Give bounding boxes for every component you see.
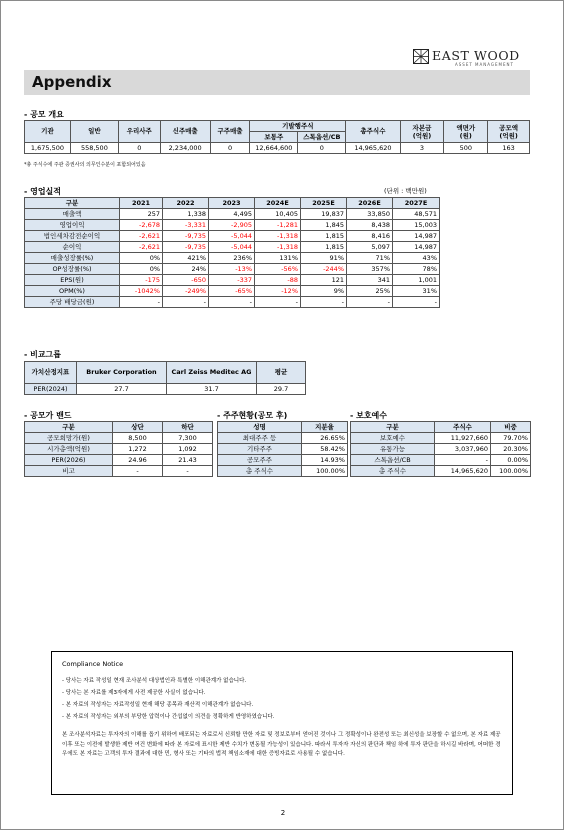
protection-row-label: 유통가능	[351, 444, 435, 455]
performance-cell: -244%	[301, 264, 347, 275]
holders-cell: 14.93%	[302, 455, 348, 466]
peers-average-value: 29.7	[257, 384, 306, 395]
performance-header-cell: 2021	[120, 198, 163, 209]
performance-unit: (단위 : 백만원)	[384, 187, 427, 195]
performance-cell: -2,621	[120, 231, 163, 242]
holders-row-label: 최대주주 등	[218, 433, 302, 444]
band-cell: 21.43	[163, 455, 213, 466]
offering-value: 3	[400, 143, 444, 154]
performance-header-cell: 2026E	[347, 198, 393, 209]
peers-header-bruker: Bruker Corporation	[77, 362, 167, 384]
protection-header-cell: 비중	[491, 422, 531, 433]
table-row	[25, 297, 440, 308]
peers-section-title: - 비교그룹	[24, 350, 62, 359]
band-section-title: - 공모가 밴드	[24, 411, 72, 420]
performance-row-label: 법인세차감전순이익	[25, 231, 120, 242]
band-row-label: 공모희망가(원)	[25, 433, 113, 444]
performance-cell: -9,735	[163, 242, 209, 253]
performance-cell: -	[163, 297, 209, 308]
protection-cell: 11,927,660	[435, 433, 491, 444]
performance-cell: 1,845	[301, 220, 347, 231]
compliance-item: - 당사는 자료 작성일 현재 조사분석 대상법인과 특별한 이해관계가 없습니다.	[62, 678, 247, 684]
offering-header-total-shares: 총주식수	[346, 121, 400, 143]
performance-cell: 14,987	[393, 242, 440, 253]
offering-section-title: - 공모 개요	[24, 110, 64, 119]
peers-table	[24, 361, 306, 395]
performance-cell: -249%	[163, 286, 209, 297]
performance-cell: 33,850	[347, 209, 393, 220]
compliance-item: - 당사는 본 자료를 제3자에게 사전 제공한 사실이 없습니다.	[62, 690, 206, 696]
offering-note: *총 주식수에 주관 증권사의 의무인수분이 포함되어있음	[24, 162, 146, 168]
band-cell: 7,300	[163, 433, 213, 444]
performance-cell: -13%	[209, 264, 255, 275]
holders-row-label: 기타주주	[218, 444, 302, 455]
performance-cell: -5,044	[209, 231, 255, 242]
table-row	[218, 444, 348, 455]
performance-cell: 48,571	[393, 209, 440, 220]
table-row	[218, 433, 348, 444]
protection-cell: 79.70%	[491, 433, 531, 444]
performance-cell: -337	[209, 275, 255, 286]
band-row-label: 비고	[25, 466, 113, 477]
appendix-title-bar	[24, 70, 530, 95]
offering-value: 0	[210, 143, 250, 154]
peers-header-metric: 가치산정지표	[25, 362, 77, 384]
band-cell: -	[113, 466, 163, 477]
compliance-notice	[51, 651, 513, 795]
holders-row-label: 총 주식수	[218, 466, 302, 477]
offering-table	[24, 120, 530, 154]
performance-cell: 10,405	[255, 209, 301, 220]
offering-header-esop: 우리사주	[118, 121, 160, 143]
page-title: Appendix	[32, 73, 112, 91]
lockup-table	[350, 421, 531, 477]
performance-cell: -	[347, 297, 393, 308]
protection-header-cell: 구분	[351, 422, 435, 433]
performance-row-label: 주당 배당금(원)	[25, 297, 120, 308]
compliance-item: - 본 자료의 작성자는 자료작성일 현재 해당 종목과 재산적 이해관계가 없습니다.	[62, 702, 254, 708]
table-row	[25, 209, 440, 220]
holders-header-cell: 지분율	[302, 422, 348, 433]
protection-section-title: - 보호예수	[350, 411, 388, 420]
performance-header-cell: 2022	[163, 198, 209, 209]
performance-cell: -	[393, 297, 440, 308]
protection-cell: 100.00%	[491, 466, 531, 477]
holders-cell: 100.00%	[302, 466, 348, 477]
offering-header-institution: 기관	[25, 121, 71, 143]
holders-cell: 58.42%	[302, 444, 348, 455]
page-number: 2	[280, 809, 286, 817]
holders-header-row	[218, 422, 348, 433]
performance-cell: -2,905	[209, 220, 255, 231]
performance-header-cell: 구분	[25, 198, 120, 209]
offering-header-common: 보통주	[250, 132, 298, 143]
performance-cell: -1,318	[255, 231, 301, 242]
performance-cell: -65%	[209, 286, 255, 297]
performance-cell: 15,003	[393, 220, 440, 231]
table-row	[351, 433, 531, 444]
performance-cell: 43%	[393, 253, 440, 264]
performance-row-label: 매출액	[25, 209, 120, 220]
performance-cell: 1,815	[301, 242, 347, 253]
offering-value: 0	[118, 143, 160, 154]
table-row	[25, 444, 213, 455]
performance-header-cell: 2025E	[301, 198, 347, 209]
performance-row-label: OPM(%)	[25, 286, 120, 297]
performance-cell: 24%	[163, 264, 209, 275]
protection-row-label: 스톡옵션/CB	[351, 455, 435, 466]
band-cell: 1,272	[113, 444, 163, 455]
performance-cell: -2,621	[120, 242, 163, 253]
performance-cell: 236%	[209, 253, 255, 264]
table-row	[25, 231, 440, 242]
performance-cell: -175	[120, 275, 163, 286]
performance-row-label: 순이익	[25, 242, 120, 253]
protection-row-label: 총 주식수	[351, 466, 435, 477]
peers-bruker-value: 27.7	[77, 384, 167, 395]
logo-subtext: ASSET MANAGEMENT	[455, 62, 514, 67]
table-row	[25, 466, 213, 477]
performance-cell: -3,331	[163, 220, 209, 231]
table-row	[218, 455, 348, 466]
offering-value: 1,675,500	[25, 143, 71, 154]
offering-value: 14,965,620	[346, 143, 400, 154]
performance-row-label: 영업이익	[25, 220, 120, 231]
performance-cell: 25%	[347, 286, 393, 297]
performance-cell: 131%	[255, 253, 301, 264]
performance-cell: 0%	[120, 264, 163, 275]
performance-section-title: - 영업실적	[24, 187, 62, 196]
performance-header-cell: 2024E	[255, 198, 301, 209]
offering-header-new-shares: 신주매출	[160, 121, 210, 143]
performance-row-label: EPS(원)	[25, 275, 120, 286]
table-row	[25, 286, 440, 297]
offering-value: 558,500	[70, 143, 118, 154]
table-row	[25, 455, 213, 466]
performance-cell: -	[301, 297, 347, 308]
offering-header-option-cb: 스톡옵션/CB	[298, 132, 346, 143]
performance-row-label: 매출성장률(%)	[25, 253, 120, 264]
performance-cell: -5,044	[209, 242, 255, 253]
protection-cell: 3,037,960	[435, 444, 491, 455]
performance-table	[24, 197, 440, 308]
performance-cell: -	[120, 297, 163, 308]
band-header-cell: 상단	[113, 422, 163, 433]
peers-header-zeiss: Carl Zeiss Meditec AG	[167, 362, 257, 384]
protection-cell: 0.00%	[491, 455, 531, 466]
table-row	[218, 466, 348, 477]
performance-cell: -1,281	[255, 220, 301, 231]
performance-cell: 1,338	[163, 209, 209, 220]
performance-cell: 8,438	[347, 220, 393, 231]
performance-cell: -	[255, 297, 301, 308]
company-logo	[413, 48, 531, 68]
table-row	[25, 433, 213, 444]
performance-cell: 121	[301, 275, 347, 286]
band-row-label: PER(2026)	[25, 455, 113, 466]
offering-header-par: 액면가 (원)	[444, 121, 488, 143]
performance-cell: 19,837	[301, 209, 347, 220]
price-band-table	[24, 421, 213, 477]
performance-cell: 257	[120, 209, 163, 220]
protection-cell: -	[435, 455, 491, 466]
band-row-label: 시가총액(억원)	[25, 444, 113, 455]
performance-cell: 5,097	[347, 242, 393, 253]
protection-cell: 14,965,620	[435, 466, 491, 477]
table-row	[25, 242, 440, 253]
table-row	[351, 466, 531, 477]
compliance-title: Compliance Notice	[62, 660, 124, 668]
holders-section-title: - 주주현황(공모 후)	[217, 411, 288, 420]
performance-cell: 357%	[347, 264, 393, 275]
offering-value: 0	[298, 143, 346, 154]
peers-zeiss-value: 31.7	[167, 384, 257, 395]
performance-cell: 31%	[393, 286, 440, 297]
table-row	[351, 444, 531, 455]
offering-value: 12,664,600	[250, 143, 298, 154]
offering-header-old-shares: 구주매출	[210, 121, 250, 143]
offering-value: 2,234,000	[160, 143, 210, 154]
holders-row-label: 공모주주	[218, 455, 302, 466]
performance-cell: -650	[163, 275, 209, 286]
performance-header-cell: 2027E	[393, 198, 440, 209]
offering-header-amount: 공모액 (억원)	[488, 121, 530, 143]
performance-cell: -88	[255, 275, 301, 286]
performance-row-label: OP성장률(%)	[25, 264, 120, 275]
peers-header-average: 평균	[257, 362, 306, 384]
protection-cell: 20.30%	[491, 444, 531, 455]
table-row	[25, 275, 440, 286]
performance-cell: 9%	[301, 286, 347, 297]
band-cell: -	[163, 466, 213, 477]
band-header-cell: 구분	[25, 422, 113, 433]
logo-text: EAST WOOD	[432, 48, 520, 63]
performance-header-cell: 2023	[209, 198, 255, 209]
band-cell: 24.96	[113, 455, 163, 466]
offering-value: 500	[444, 143, 488, 154]
table-row	[25, 384, 306, 395]
performance-cell: 71%	[347, 253, 393, 264]
performance-cell: -12%	[255, 286, 301, 297]
performance-cell: 1,815	[301, 231, 347, 242]
performance-cell: 4,495	[209, 209, 255, 220]
band-cell: 8,500	[113, 433, 163, 444]
band-cell: 1,092	[163, 444, 213, 455]
compliance-disclaimer: 본 조사분석자료는 투자자의 이해를 돕기 위하여 배포되는 자료로서 신뢰할 만한 자료 및 정보로부터 얻어진 것이나 그 정확성이나 완전성 또는 최신성을 보장할 수 없으며, 본 자료 제공 이후 또는 이전에 발생한 제반 여건 변화에 따라 본 자료에 표시한 제반 수치가 변동될 가능성이 있습니다. 따라서 투자자 자신의 판단과 책임 하에 투자 판단을 하시길 바라며, 어떠한 경우에도 본 자료는 고객의 투자 결과에 대한 민, 형사 또는 기타의 법적 책임소재에 대한 증빙자료로 사용될 수 없습니다.	[62, 732, 501, 757]
performance-cell: 1,001	[393, 275, 440, 286]
performance-cell: -1,318	[255, 242, 301, 253]
performance-cell: 8,416	[347, 231, 393, 242]
table-row	[25, 220, 440, 231]
protection-header-cell: 주식수	[435, 422, 491, 433]
offering-header-capital: 자본금 (억원)	[400, 121, 444, 143]
performance-cell: 421%	[163, 253, 209, 264]
performance-cell: 0%	[120, 253, 163, 264]
performance-cell: -1042%	[120, 286, 163, 297]
peers-metric: PER(2024)	[25, 384, 77, 395]
performance-header-row	[25, 198, 440, 209]
protection-row-label: 보호예수	[351, 433, 435, 444]
performance-cell: 14,987	[393, 231, 440, 242]
offering-header-retail: 일반	[70, 121, 118, 143]
compliance-item: - 본 자료의 작성자는 외부의 부당한 압력이나 간섭없이 의견을 정확하게 반영하였습니다.	[62, 714, 275, 720]
performance-cell: -	[209, 297, 255, 308]
table-row	[25, 253, 440, 264]
shareholders-table	[217, 421, 348, 477]
holders-cell: 26.65%	[302, 433, 348, 444]
table-row	[351, 455, 531, 466]
performance-cell: 341	[347, 275, 393, 286]
performance-cell: 78%	[393, 264, 440, 275]
holders-header-cell: 성명	[218, 422, 302, 433]
table-row	[25, 143, 530, 154]
performance-cell: -2,678	[120, 220, 163, 231]
performance-cell: -9,735	[163, 231, 209, 242]
offering-value: 163	[488, 143, 530, 154]
performance-cell: -56%	[255, 264, 301, 275]
logo-lattice-icon	[413, 49, 429, 64]
table-row	[25, 264, 440, 275]
protection-header-row	[351, 422, 531, 433]
offering-header-issued: 기발행주식	[250, 121, 346, 132]
performance-cell: 91%	[301, 253, 347, 264]
band-header-cell: 하단	[163, 422, 213, 433]
band-header-row	[25, 422, 213, 433]
